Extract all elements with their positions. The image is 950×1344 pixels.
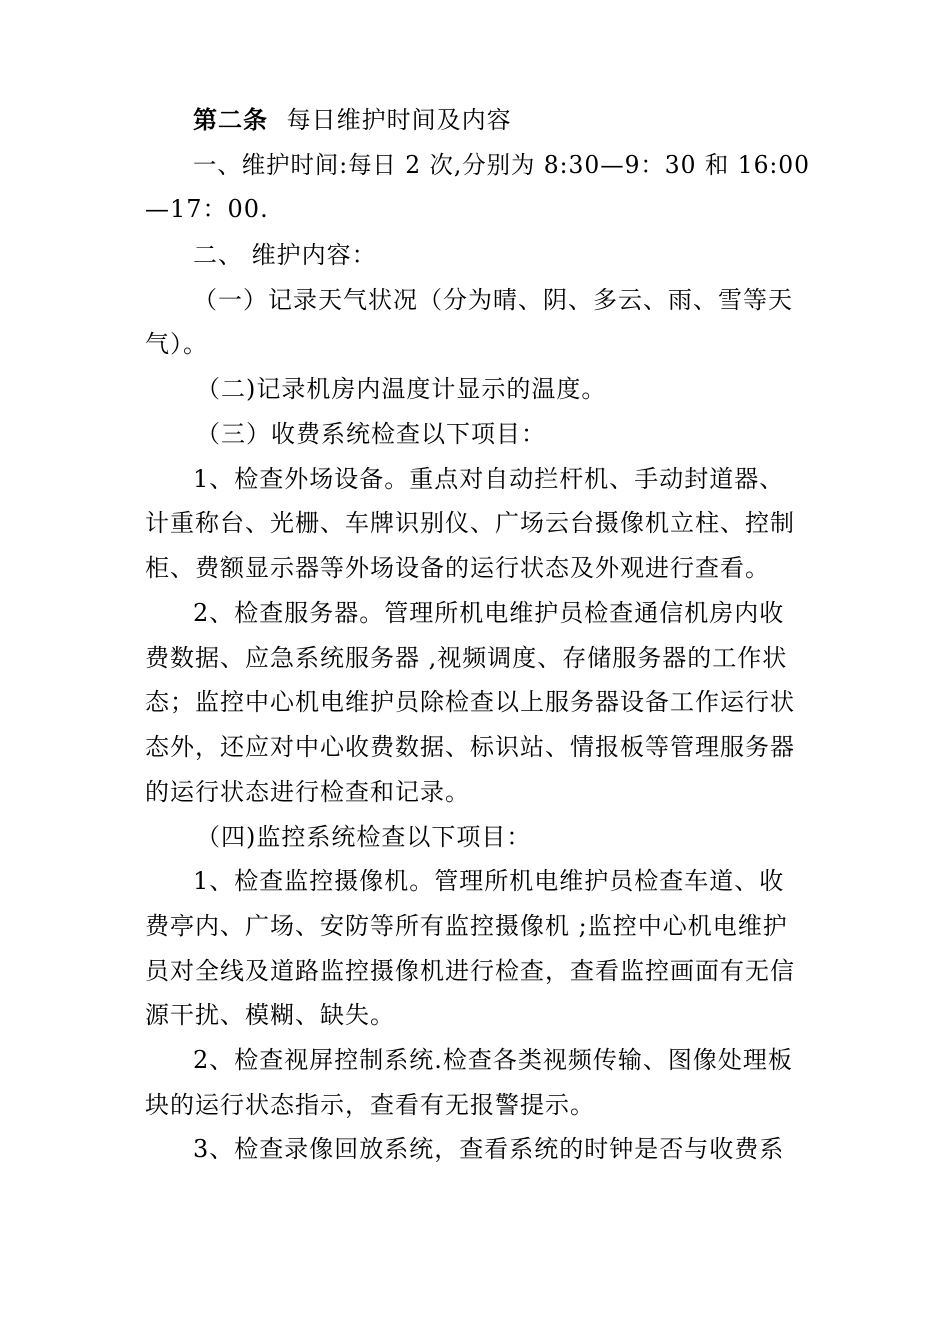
paragraph-line: 计重称台、光栅、车牌识别仪、广场云台摄像机立柱、控制 (145, 509, 795, 537)
paragraph-line: （一）记录天气状况（分为晴、阴、多云、雨、雪等天 (193, 286, 793, 314)
paragraph-line: 气）。 (145, 330, 208, 358)
paragraph-line: 3、检查录像回放系统，查看系统的时钟是否与收费系 (193, 1135, 785, 1163)
paragraph-line: （三）收费系统检查以下项目： (196, 420, 546, 448)
paragraph-line: （二)记录机房内温度计显示的温度。 (196, 375, 607, 403)
paragraph-line: 2、检查视屏控制系统.检查各类视频传输、图像处理板 (193, 1046, 793, 1074)
paragraph-line: 员对全线及道路监控摄像机进行检查，查看监控画面有无信 (145, 957, 795, 985)
paragraph-line: 1、检查监控摄像机。管理所机电维护员检查车道、收 (193, 867, 785, 895)
paragraph-line: 费数据、应急系统服务器 ,视频调度、存储服务器的工作状 (145, 644, 788, 672)
paragraph-line: 费亭内、广场、安防等所有监控摄像机 ;监控中心机电维护 (145, 912, 788, 940)
paragraph-line: 二、 维护内容： (193, 241, 377, 269)
paragraph-line: 柜、费额显示器等外场设备的运行状态及外观进行查看。 (145, 554, 770, 582)
paragraph-line: 态；监控中心机电维护员除检查以上服务器设备工作运行状 (145, 688, 795, 716)
paragraph-line: 的运行状态进行检查和记录。 (145, 778, 470, 806)
paragraph-line: 源干扰、模糊、缺失。 (145, 1001, 395, 1029)
paragraph-line: 1、检查外场设备。重点对自动拦杆机、手动封道器、 (193, 465, 785, 493)
section-heading (193, 105, 512, 135)
section-heading-label: 第二条 (193, 105, 268, 134)
paragraph-line: 一、维护时间:每日 2 次,分别为 8:30—9：30 和 16:00 (193, 151, 810, 179)
section-heading-text: 每日维护时间及内容 (286, 106, 512, 134)
paragraph-line: —17：00. (145, 195, 269, 223)
paragraph-line: （四)监控系统检查以下项目： (196, 823, 532, 851)
paragraph-line: 态外，还应对中心收费数据、标识站、情报板等管理服务器 (145, 733, 795, 761)
paragraph-line: 块的运行状态指示，查看有无报警提示。 (145, 1091, 595, 1119)
paragraph-line: 2、检查服务器。管理所机电维护员检查通信机房内收 (193, 599, 785, 627)
